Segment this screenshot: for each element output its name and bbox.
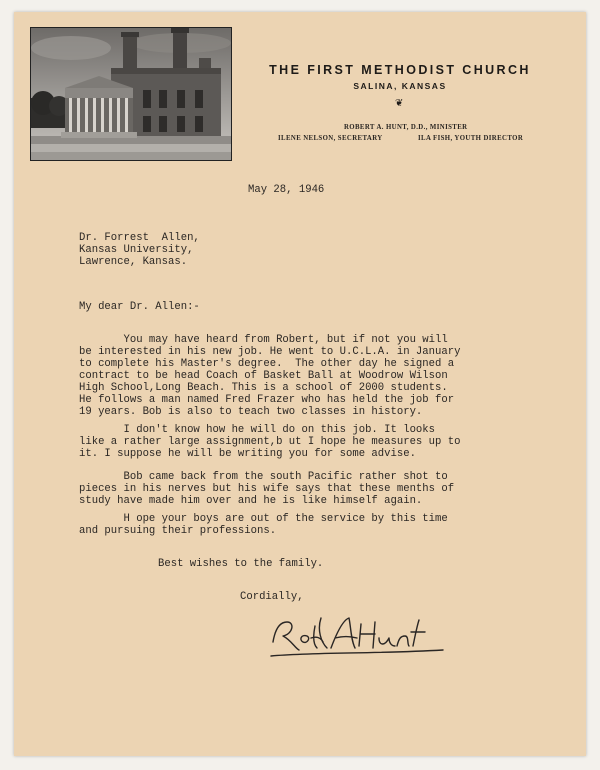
paragraph-3-line-3: study have made him over and he is like himself again. xyxy=(79,495,423,507)
paragraph-2-line-3: it. I suppose he will be writing you for some advise. xyxy=(79,448,416,460)
paragraph-3-line-2: pieces in his nerves but his wife says that these menths of xyxy=(79,483,455,495)
paragraph-4-line-1: H ope your boys are out of the service by this time xyxy=(79,513,448,525)
address-line-1: Dr. Forrest Allen, xyxy=(79,232,200,244)
paragraph-2-line-1: I don't know how he will do on this job. It looks xyxy=(79,424,436,436)
paragraph-1-line-5: High School,Long Beach. This is a school of 2000 students. xyxy=(79,382,448,394)
address-line-3: Lawrence, Kansas. xyxy=(79,256,188,268)
church-photo xyxy=(30,27,232,161)
paragraph-3-line-1: Bob came back from the south Pacific rather shot to xyxy=(79,471,448,483)
youth-director-line: ILA FISH, YOUTH DIRECTOR xyxy=(418,135,524,142)
paragraph-1-line-1: You may have heard from Robert, but if not you will xyxy=(79,334,448,346)
minister-line: ROBERT A. HUNT, D.D., MINISTER xyxy=(344,124,468,131)
ornament-icon: ❦ xyxy=(395,98,404,109)
church-name: THE FIRST METHODIST CHURCH xyxy=(269,63,531,77)
paragraph-1-line-7: 19 years. Bob is also to teach two classes in history. xyxy=(79,406,423,418)
paragraph-2-line-2: like a rather large assignment,b ut I hope he measures up to xyxy=(79,436,461,448)
paragraph-4-line-2: and pursuing their professions. xyxy=(79,525,277,537)
letter-date: May 28, 1946 xyxy=(248,184,325,196)
closing: Cordially, xyxy=(240,591,304,603)
paragraph-1-line-6: He follows a man named Fred Frazer who has held the job for xyxy=(79,394,455,406)
salutation: My dear Dr. Allen:- xyxy=(79,301,200,313)
secretary-line: ILENE NELSON, SECRETARY xyxy=(278,135,383,142)
paragraph-1-line-3: to complete his Master's degree. The other day he signed a xyxy=(79,358,455,370)
paragraph-1-line-2: be interested in his new job. He went to U.C.L.A. in January xyxy=(79,346,461,358)
church-city: SALINA, KANSAS xyxy=(353,81,447,91)
address-line-2: Kansas University, xyxy=(79,244,194,256)
paragraph-1-line-4: contract to be head Coach of Basket Ball at Woodrow Wilson xyxy=(79,370,448,382)
best-wishes: Best wishes to the family. xyxy=(158,558,324,570)
signature xyxy=(265,612,450,660)
